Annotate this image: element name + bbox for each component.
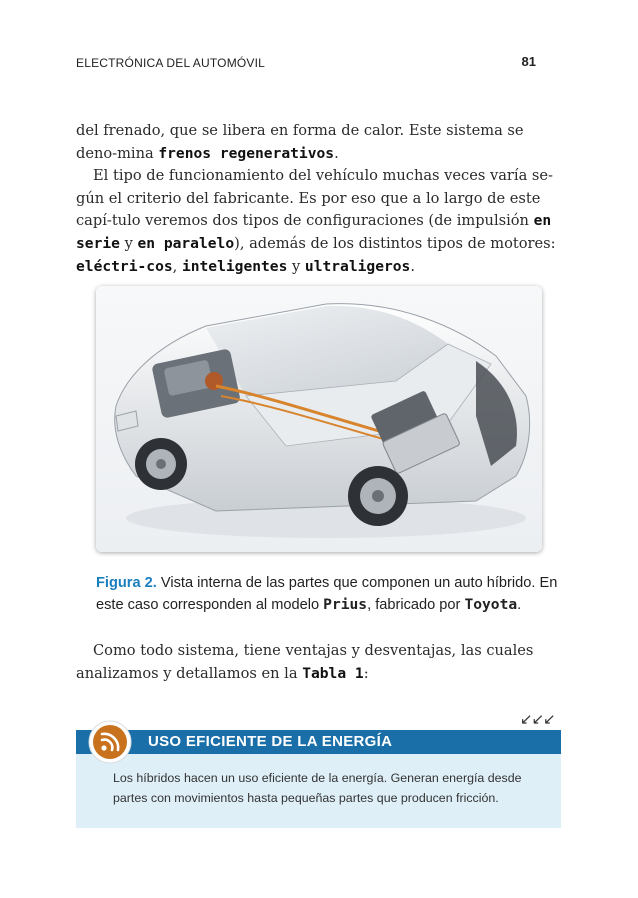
term-en-serie: en serie xyxy=(76,212,552,252)
arrows-decoration: ↙↙↙ xyxy=(520,710,555,728)
figure-label: Figura 2. xyxy=(96,575,157,591)
info-box-body xyxy=(76,754,561,828)
info-box-title: USO EFICIENTE DE LA ENERGÍA xyxy=(148,733,393,750)
body-paragraph-3: Como todo sistema, tiene ventajas y desventajas, las cuales analizamos y detallamos en la Tabla 1: xyxy=(76,642,534,682)
term-frenos-regenerativos: frenos regenerativos xyxy=(158,144,335,162)
info-box-text: Los híbridos hacen un uso eficiente de la energía. Generan energía desde partes con movimientos hasta pequeñas partes que producen fricción. xyxy=(113,771,522,805)
hybrid-car-illustration xyxy=(96,286,542,552)
page-number: 81 xyxy=(521,54,536,69)
info-box xyxy=(76,730,561,828)
term-ultraligeros: ultraligeros xyxy=(304,257,411,275)
term-en-paralelo: en paralelo xyxy=(137,234,235,252)
page-header xyxy=(76,54,560,72)
term-electricos: eléctri-cos xyxy=(76,257,173,275)
info-box-header xyxy=(76,730,561,754)
figure-caption: Figura 2. Vista interna de las partes que componen un auto híbrido. En este caso corresponden al modelo Prius, fabricado por Toyota. xyxy=(96,575,558,613)
term-prius: Prius xyxy=(323,596,368,613)
hybrid-car-figure xyxy=(96,286,542,552)
term-toyota: Toyota xyxy=(464,596,518,613)
term-inteligentes: inteligentes xyxy=(181,257,288,275)
body-paragraph-1: del frenado, que se libera en forma de calor. Este sistema se deno-mina frenos regenerativos. El tipo de funcionamiento del vehículo muchas veces varía se-gún el criterio del fabricante. Es por eso que a lo largo de este capí-tulo veremos dos tipos de configuraciones (de impulsión en serie y en paralelo), además de los distintos tipos de motores: eléctri-cos, inteligentes y ultraligeros. xyxy=(76,122,556,275)
running-header-title: ELECTRÓNICA DEL AUTOMÓVIL xyxy=(76,56,266,70)
rss-icon xyxy=(88,720,132,764)
term-tabla-1: Tabla 1 xyxy=(302,664,364,682)
